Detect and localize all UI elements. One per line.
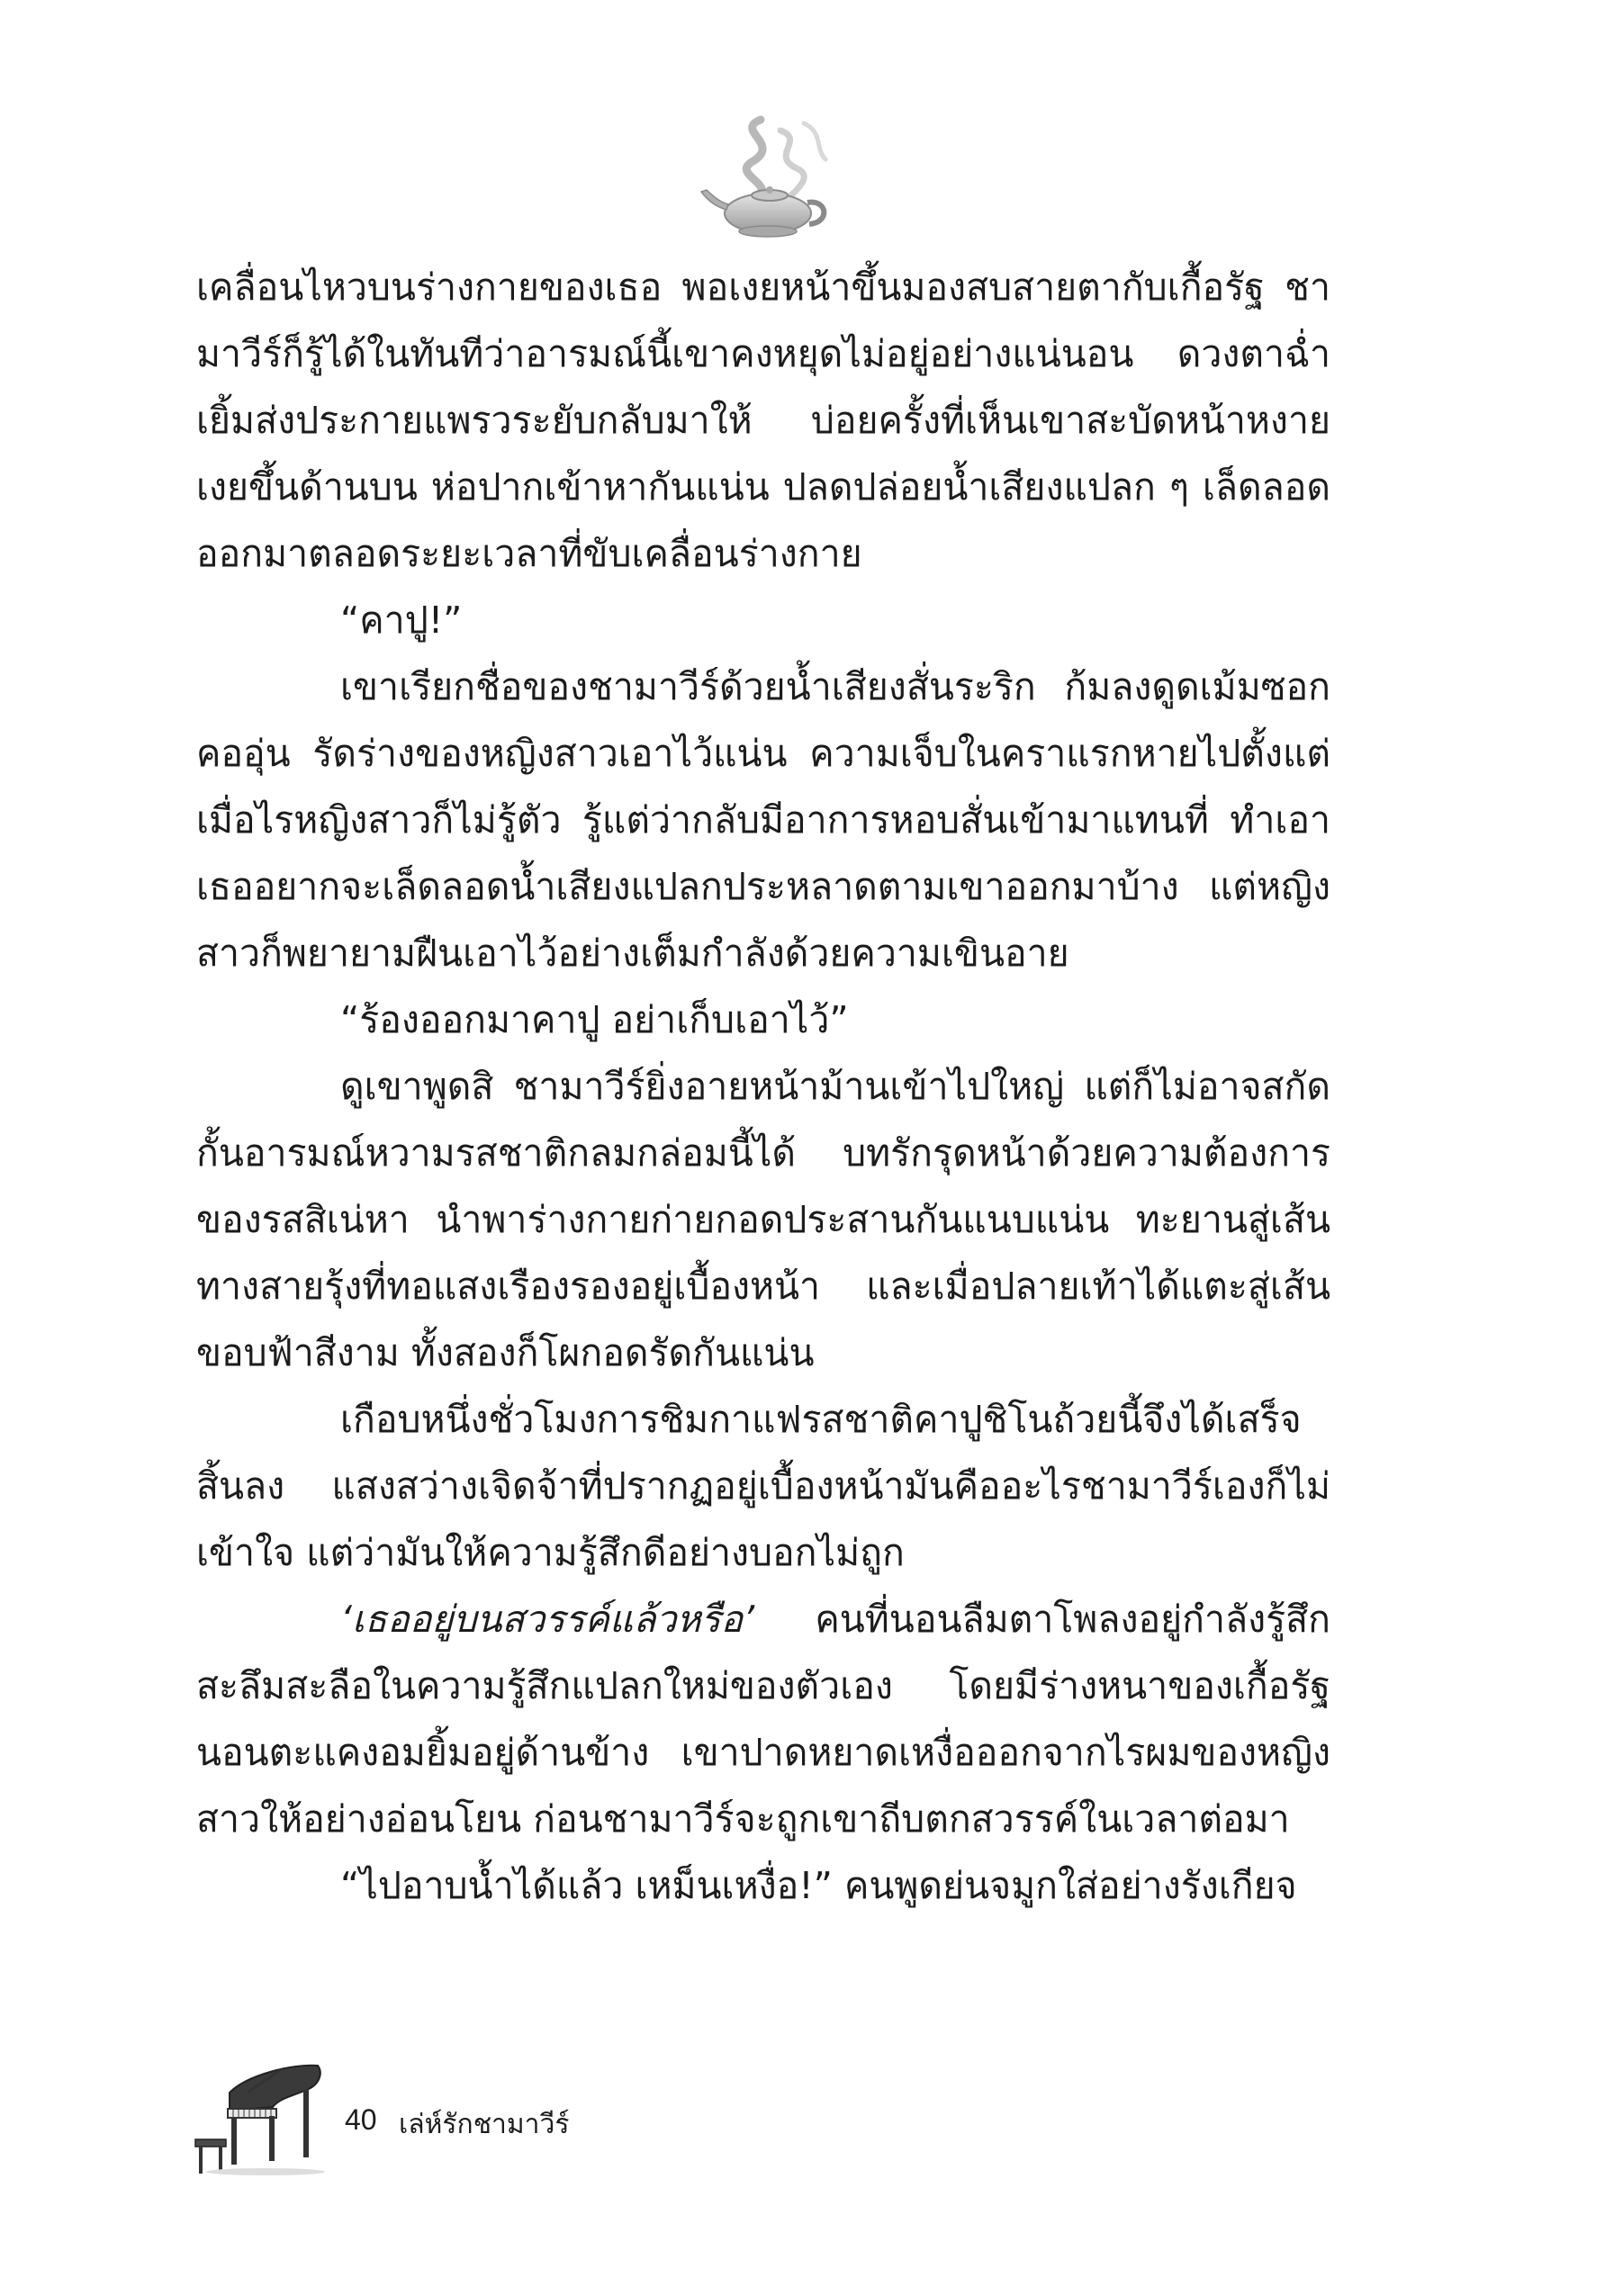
paragraph: เกือบหนึ่งชั่วโมงการชิมกาแฟรสชาติคาปูชิโนถ้วยนี้จึงได้เสร็จสิ้นลง แสงสว่างเจิดจ้าที่ปรากฏอยู่เบื้องหน้ามันคืออะไรชามาวีร์เองก็ไม่เข้าใจ แต่ว่ามันให้ความรู้สึกดีอย่างบอกไม่ถูก: [196, 1398, 1330, 1574]
grand-piano-icon: [194, 2057, 329, 2178]
paragraph: เคลื่อนไหวบนร่างกายของเธอ พอเงยหน้าขึ้นมองสบสายตากับเกื้อรัฐ ชามาวีร์ก็รู้ได้ในทันทีว่าอารมณ์นี้เขาคงหยุดไม่อยู่อย่างแน่นอน ดวงตาฉ่ำเยิ้มส่งประกายแพรวระยับกลับมาให้ บ่อยครั้งที่เห็นเขาสะบัดหน้าหงายเงยขึ้นด้านบน ห่อปากเข้าหากันแน่น ปลดปล่อยน้ำเสียงแปลก ๆ เล็ดลอดออกมาตลอดระยะเวลาที่ขับเคลื่อนร่างกาย: [196, 266, 1330, 575]
paragraph-text: คนที่นอนลืมตาโพลงอยู่กำลังรู้สึกสะลึมสะลือในความรู้สึกแปลกใหม่ของตัวเอง โดยมีร่างหนาของเกื้อรัฐนอนตะแคงอมยิ้มอยู่ด้านข้าง เขาปาดหยาดเหงื่อออกจากไรผมของหญิงสาวให้อย่างอ่อนโยน ก่อนชามาวีร์จะถูกเขาถีบตกสวรรค์ในเวลาต่อมา: [196, 1598, 1330, 1841]
book-title: เล่ห์รักชามาวีร์: [399, 2109, 570, 2140]
body-text: [196, 254, 1330, 1919]
italic-thought: ‘เธออยู่บนสวรรค์แล้วหรือ’: [340, 1598, 755, 1641]
paragraph-dialogue: “คาปู!”: [340, 599, 463, 642]
paragraph: [196, 1586, 1330, 1852]
paragraph-dialogue: “ร้องออกมาคาปู อย่าเก็บเอาไว้”: [340, 998, 849, 1041]
paragraph: ดูเขาพูดสิ ชามาวีร์ยิ่งอายหน้าม้านเข้าไปใหญ่ แต่ก็ไม่อาจสกัดกั้นอารมณ์หวามรสชาติกลมกล่อมนี้ได้ บทรักรุดหน้าด้วยความต้องการของรสสิเน่หา นำพาร่างกายก่ายกอดประสานกันแนบแน่น ทะยานสู่เส้นทางสายรุ้งที่ทอแสงเรืองรองอยู่เบื้องหน้า และเมื่อปลายเท้าได้แตะสู่เส้นขอบฟ้าสีงาม ทั้งสองก็โผกอดรัดกันแน่น: [196, 1065, 1330, 1374]
page-number: 40: [345, 2103, 377, 2136]
paragraph: เขาเรียกชื่อของชามาวีร์ด้วยน้ำเสียงสั่นระริก ก้มลงดูดเม้มซอกคออุ่น รัดร่างของหญิงสาวเอาไว้แน่น ความเจ็บในคราแรกหายไปตั้งแต่เมื่อไรหญิงสาวก็ไม่รู้ตัว รู้แต่ว่ากลับมีอาการหอบสั่นเข้ามาแทนที่ ทำเอาเธออยากจะเล็ดลอดน้ำเสียงแปลกประหลาดตามเขาออกมาบ้าง แต่หญิงสาวก็พยายามฝืนเอาไว้อย่างเต็มกำลังด้วยความเขินอาย: [196, 665, 1330, 975]
teapot-steam-icon: [698, 113, 842, 248]
paragraph-dialogue: “ไปอาบน้ำได้แล้ว เหม็นเหงื่อ!” คนพูดย่นจมูกใส่อย่างรังเกียจ: [340, 1864, 1297, 1907]
page-footer: [194, 2057, 824, 2183]
